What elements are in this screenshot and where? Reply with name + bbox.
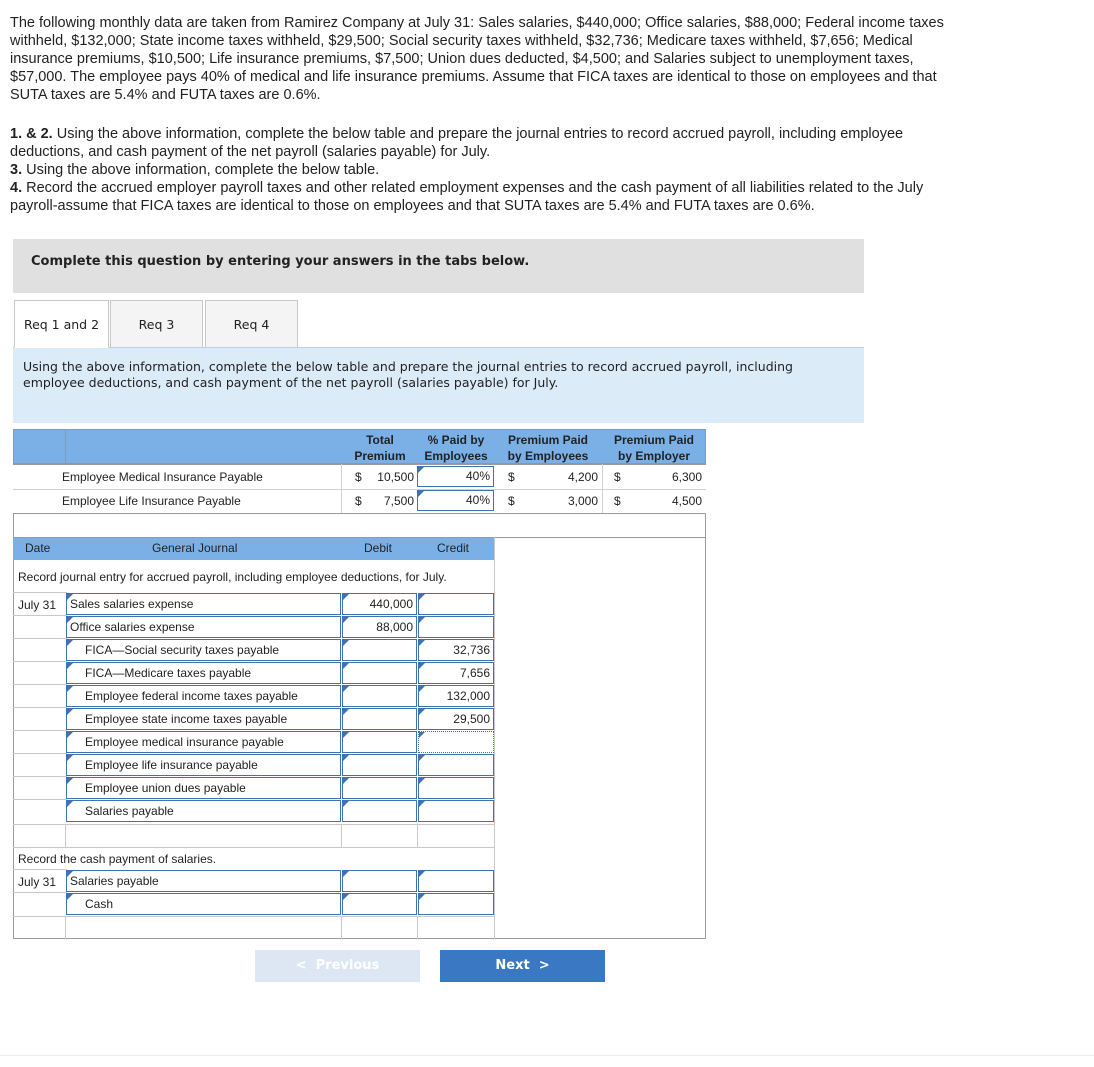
debit-input[interactable] — [342, 731, 417, 753]
header-paid-employer: Premium Paid by Employer — [613, 433, 695, 463]
total-premium-value: 10,500 — [377, 470, 414, 484]
journal-date: July 31 — [18, 598, 57, 612]
requirement-number: 4. — [10, 180, 23, 196]
requirement-1-2 — [10, 125, 970, 161]
requirement-number: 1. & 2. — [10, 126, 53, 142]
requirement-4 — [10, 179, 970, 215]
credit-input[interactable] — [418, 800, 494, 822]
account-select[interactable]: Salaries payable — [66, 800, 341, 822]
account-select[interactable]: Employee federal income taxes payable — [66, 685, 341, 707]
row-divider — [13, 592, 67, 593]
chevron-left-icon: < — [295, 958, 316, 973]
row-divider — [13, 661, 67, 662]
debit-input[interactable]: 440,000 — [342, 593, 417, 615]
account-select[interactable]: FICA—Social security taxes payable — [66, 639, 341, 661]
row-divider — [13, 892, 67, 893]
row-divider — [13, 615, 67, 616]
requirement-3 — [10, 161, 970, 179]
next-label: Next — [495, 958, 530, 973]
header-debit: Debit — [364, 541, 393, 555]
debit-input[interactable] — [342, 893, 417, 915]
account-select[interactable]: Employee state income taxes payable — [66, 708, 341, 730]
debit-input[interactable] — [342, 685, 417, 707]
account-select[interactable]: Employee medical insurance payable — [66, 731, 341, 753]
header-pct-employees: % Paid by Employees — [424, 433, 488, 463]
currency-symbol: $ — [355, 470, 362, 484]
debit-input[interactable] — [342, 662, 417, 684]
debit-input[interactable] — [342, 800, 417, 822]
credit-input[interactable] — [418, 870, 494, 892]
row-divider — [13, 799, 67, 800]
row-divider — [13, 707, 67, 708]
credit-input[interactable] — [418, 754, 494, 776]
journal-date: July 31 — [18, 875, 57, 889]
debit-input[interactable] — [342, 777, 417, 799]
paid-by-employer-value: 6,300 — [671, 470, 702, 484]
requirement-text: Using the above information, complete the below table and prepare the journal entries to record accrued payroll, including employee deductions, and cash payment of the net payroll (salaries payable) for July. — [10, 126, 904, 160]
entry-1-title: Record journal entry for accrued payroll, including employee deductions, for July. — [18, 570, 447, 584]
tab-req-4[interactable]: Req 4 — [205, 300, 298, 348]
journal-header — [13, 537, 494, 560]
total-premium-value: 7,500 — [383, 494, 414, 508]
row-divider — [13, 776, 67, 777]
requirement-text: Using the above information, complete the below table. — [22, 162, 380, 178]
debit-input[interactable] — [342, 754, 417, 776]
credit-input[interactable] — [418, 616, 494, 638]
row-divider — [13, 638, 67, 639]
credit-input[interactable]: 32,736 — [418, 639, 494, 661]
pct-paid-input[interactable]: 40% — [417, 466, 494, 487]
paid-by-employees-value: 4,200 — [567, 470, 598, 484]
premium-row-label: Employee Medical Insurance Payable — [62, 470, 263, 484]
row-divider — [13, 753, 67, 754]
currency-symbol: $ — [614, 494, 621, 508]
header-total-premium: Total Premium — [354, 433, 406, 463]
row-divider — [13, 869, 67, 870]
previous-button[interactable] — [255, 950, 420, 982]
credit-input[interactable]: 7,656 — [418, 662, 494, 684]
problem-statement — [10, 14, 960, 104]
row-divider — [13, 730, 67, 731]
pct-paid-input[interactable]: 40% — [417, 490, 494, 511]
requirement-panel — [13, 347, 864, 423]
requirement-instruction: Using the above information, complete the below table and prepare the journal entries to record accrued payroll, including employee deductions, and cash payment of the net payroll (salaries payable) for July. — [23, 359, 793, 390]
credit-input[interactable] — [418, 777, 494, 799]
account-select[interactable]: Employee life insurance payable — [66, 754, 341, 776]
paid-by-employer-value: 4,500 — [671, 494, 702, 508]
instruction-banner — [13, 239, 864, 293]
requirement-text: Record the accrued employer payroll taxes and other related employment expenses and the cash payment of all liabilities related to the July payroll-assume that FICA taxes are identical to those on employees and that SUTA taxes are 5.4% and FUTA taxes are 0.6%. — [10, 180, 924, 214]
chevron-right-icon: > — [529, 958, 550, 973]
currency-symbol: $ — [508, 494, 515, 508]
currency-symbol: $ — [355, 494, 362, 508]
debit-input[interactable] — [342, 708, 417, 730]
debit-input[interactable] — [342, 639, 417, 661]
header-general-journal: General Journal — [152, 541, 238, 555]
problem-text: The following monthly data are taken from Ramirez Company at July 31: Sales salaries, $440,000; Office salaries, $88,000; Federal income taxes withheld, $132,000; State income taxes withheld, $29,500; Social security taxes withheld, $32,736; Medicare taxes withheld, $7,656; Medical insurance premiums, $10,500; Life insurance premiums, $7,500; Union dues deducted, $4,500; and Salaries subject to unemployment taxes, $57,000. The employee pays 40% of medical and life insurance premiums. Assume that FICA taxes are identical to those on employees and that SUTA taxes are 5.4% and FUTA taxes are 0.6%. — [10, 15, 944, 103]
next-button[interactable] — [440, 950, 605, 982]
credit-input[interactable] — [418, 731, 494, 753]
requirements-list — [10, 125, 970, 215]
debit-input[interactable] — [342, 870, 417, 892]
header-date: Date — [25, 541, 51, 555]
account-select[interactable]: Cash — [66, 893, 341, 915]
tab-req-3[interactable]: Req 3 — [110, 300, 203, 348]
banner-text: Complete this question by entering your answers in the tabs below. — [31, 254, 530, 269]
previous-label: Previous — [315, 958, 380, 973]
account-select[interactable]: Sales salaries expense — [66, 593, 341, 615]
debit-input[interactable]: 88,000 — [342, 616, 417, 638]
entry-2-title: Record the cash payment of salaries. — [18, 852, 217, 866]
credit-input[interactable]: 29,500 — [418, 708, 494, 730]
currency-symbol: $ — [614, 470, 621, 484]
credit-input[interactable]: 132,000 — [418, 685, 494, 707]
account-select[interactable]: Office salaries expense — [66, 616, 341, 638]
account-select[interactable]: FICA—Medicare taxes payable — [66, 662, 341, 684]
header-credit: Credit — [437, 541, 470, 555]
account-select[interactable]: Employee union dues payable — [66, 777, 341, 799]
requirement-number: 3. — [10, 162, 23, 178]
credit-input[interactable] — [418, 893, 494, 915]
account-select[interactable]: Salaries payable — [66, 870, 341, 892]
premium-row-label: Employee Life Insurance Payable — [62, 494, 241, 508]
currency-symbol: $ — [508, 470, 515, 484]
tab-req-1-2[interactable]: Req 1 and 2 — [14, 300, 109, 348]
paid-by-employees-value: 3,000 — [567, 494, 598, 508]
credit-input[interactable] — [418, 593, 494, 615]
header-paid-employees: Premium Paid by Employees — [507, 433, 589, 463]
row-divider — [13, 684, 67, 685]
